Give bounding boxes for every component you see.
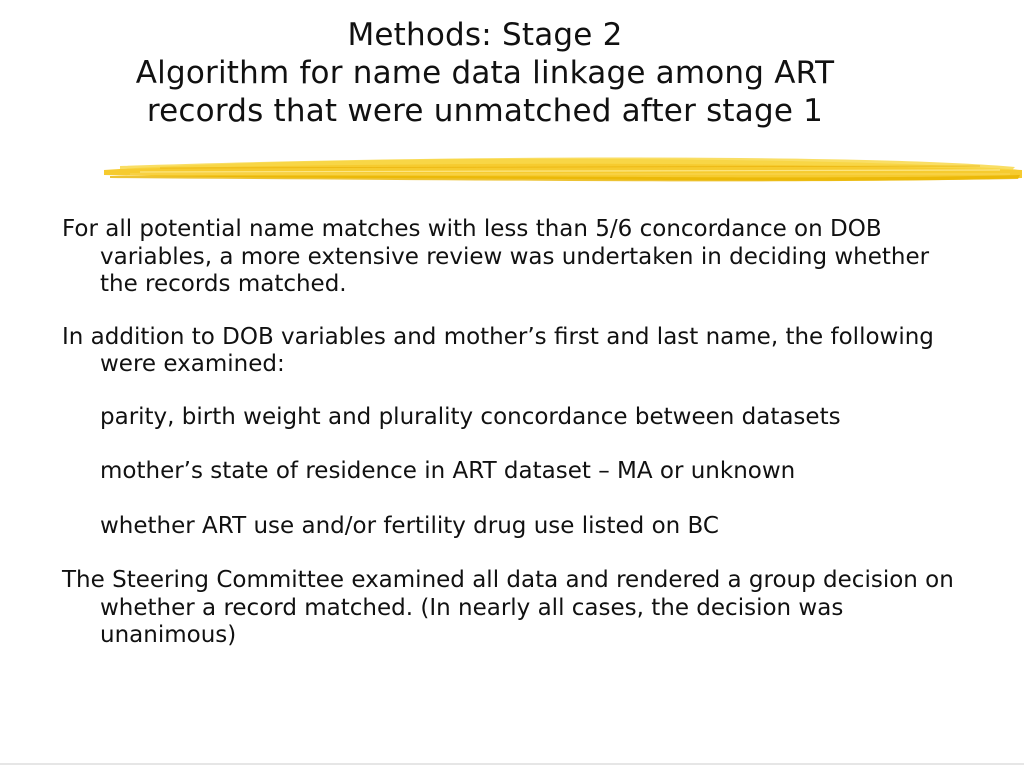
title-line-2: Algorithm for name data linkage among ART (135, 55, 835, 91)
title-line-3: records that were unmatched after stage 1 (146, 93, 824, 129)
paragraph-additional-variables: In addition to DOB variables and mother’s first and last name, the following were examined: (62, 323, 934, 377)
slide-body (62, 216, 962, 675)
title-line-1: Methods: Stage 2 (347, 17, 623, 53)
sub-item-art-use: whether ART use and/or fertility drug use listed on BC (100, 512, 719, 539)
bottom-divider (0, 763, 1024, 765)
paragraph-dob-review: For all potential name matches with less than 5/6 concordance on DOB variables, a more extensive review was undertaken in deciding whether the records matched. (62, 216, 930, 297)
slide-title (60, 16, 910, 130)
paragraph-steering-committee: The Steering Committee examined all data and rendered a group decision on whether a record matched. (In nearly all cases, the decision was unanimous) (62, 567, 954, 648)
title-underline-brushstroke (100, 148, 1024, 188)
sub-item-parity: parity, birth weight and plurality concordance between datasets (100, 403, 841, 430)
sub-item-state-of-residence: mother’s state of residence in ART dataset – MA or unknown (100, 458, 796, 484)
